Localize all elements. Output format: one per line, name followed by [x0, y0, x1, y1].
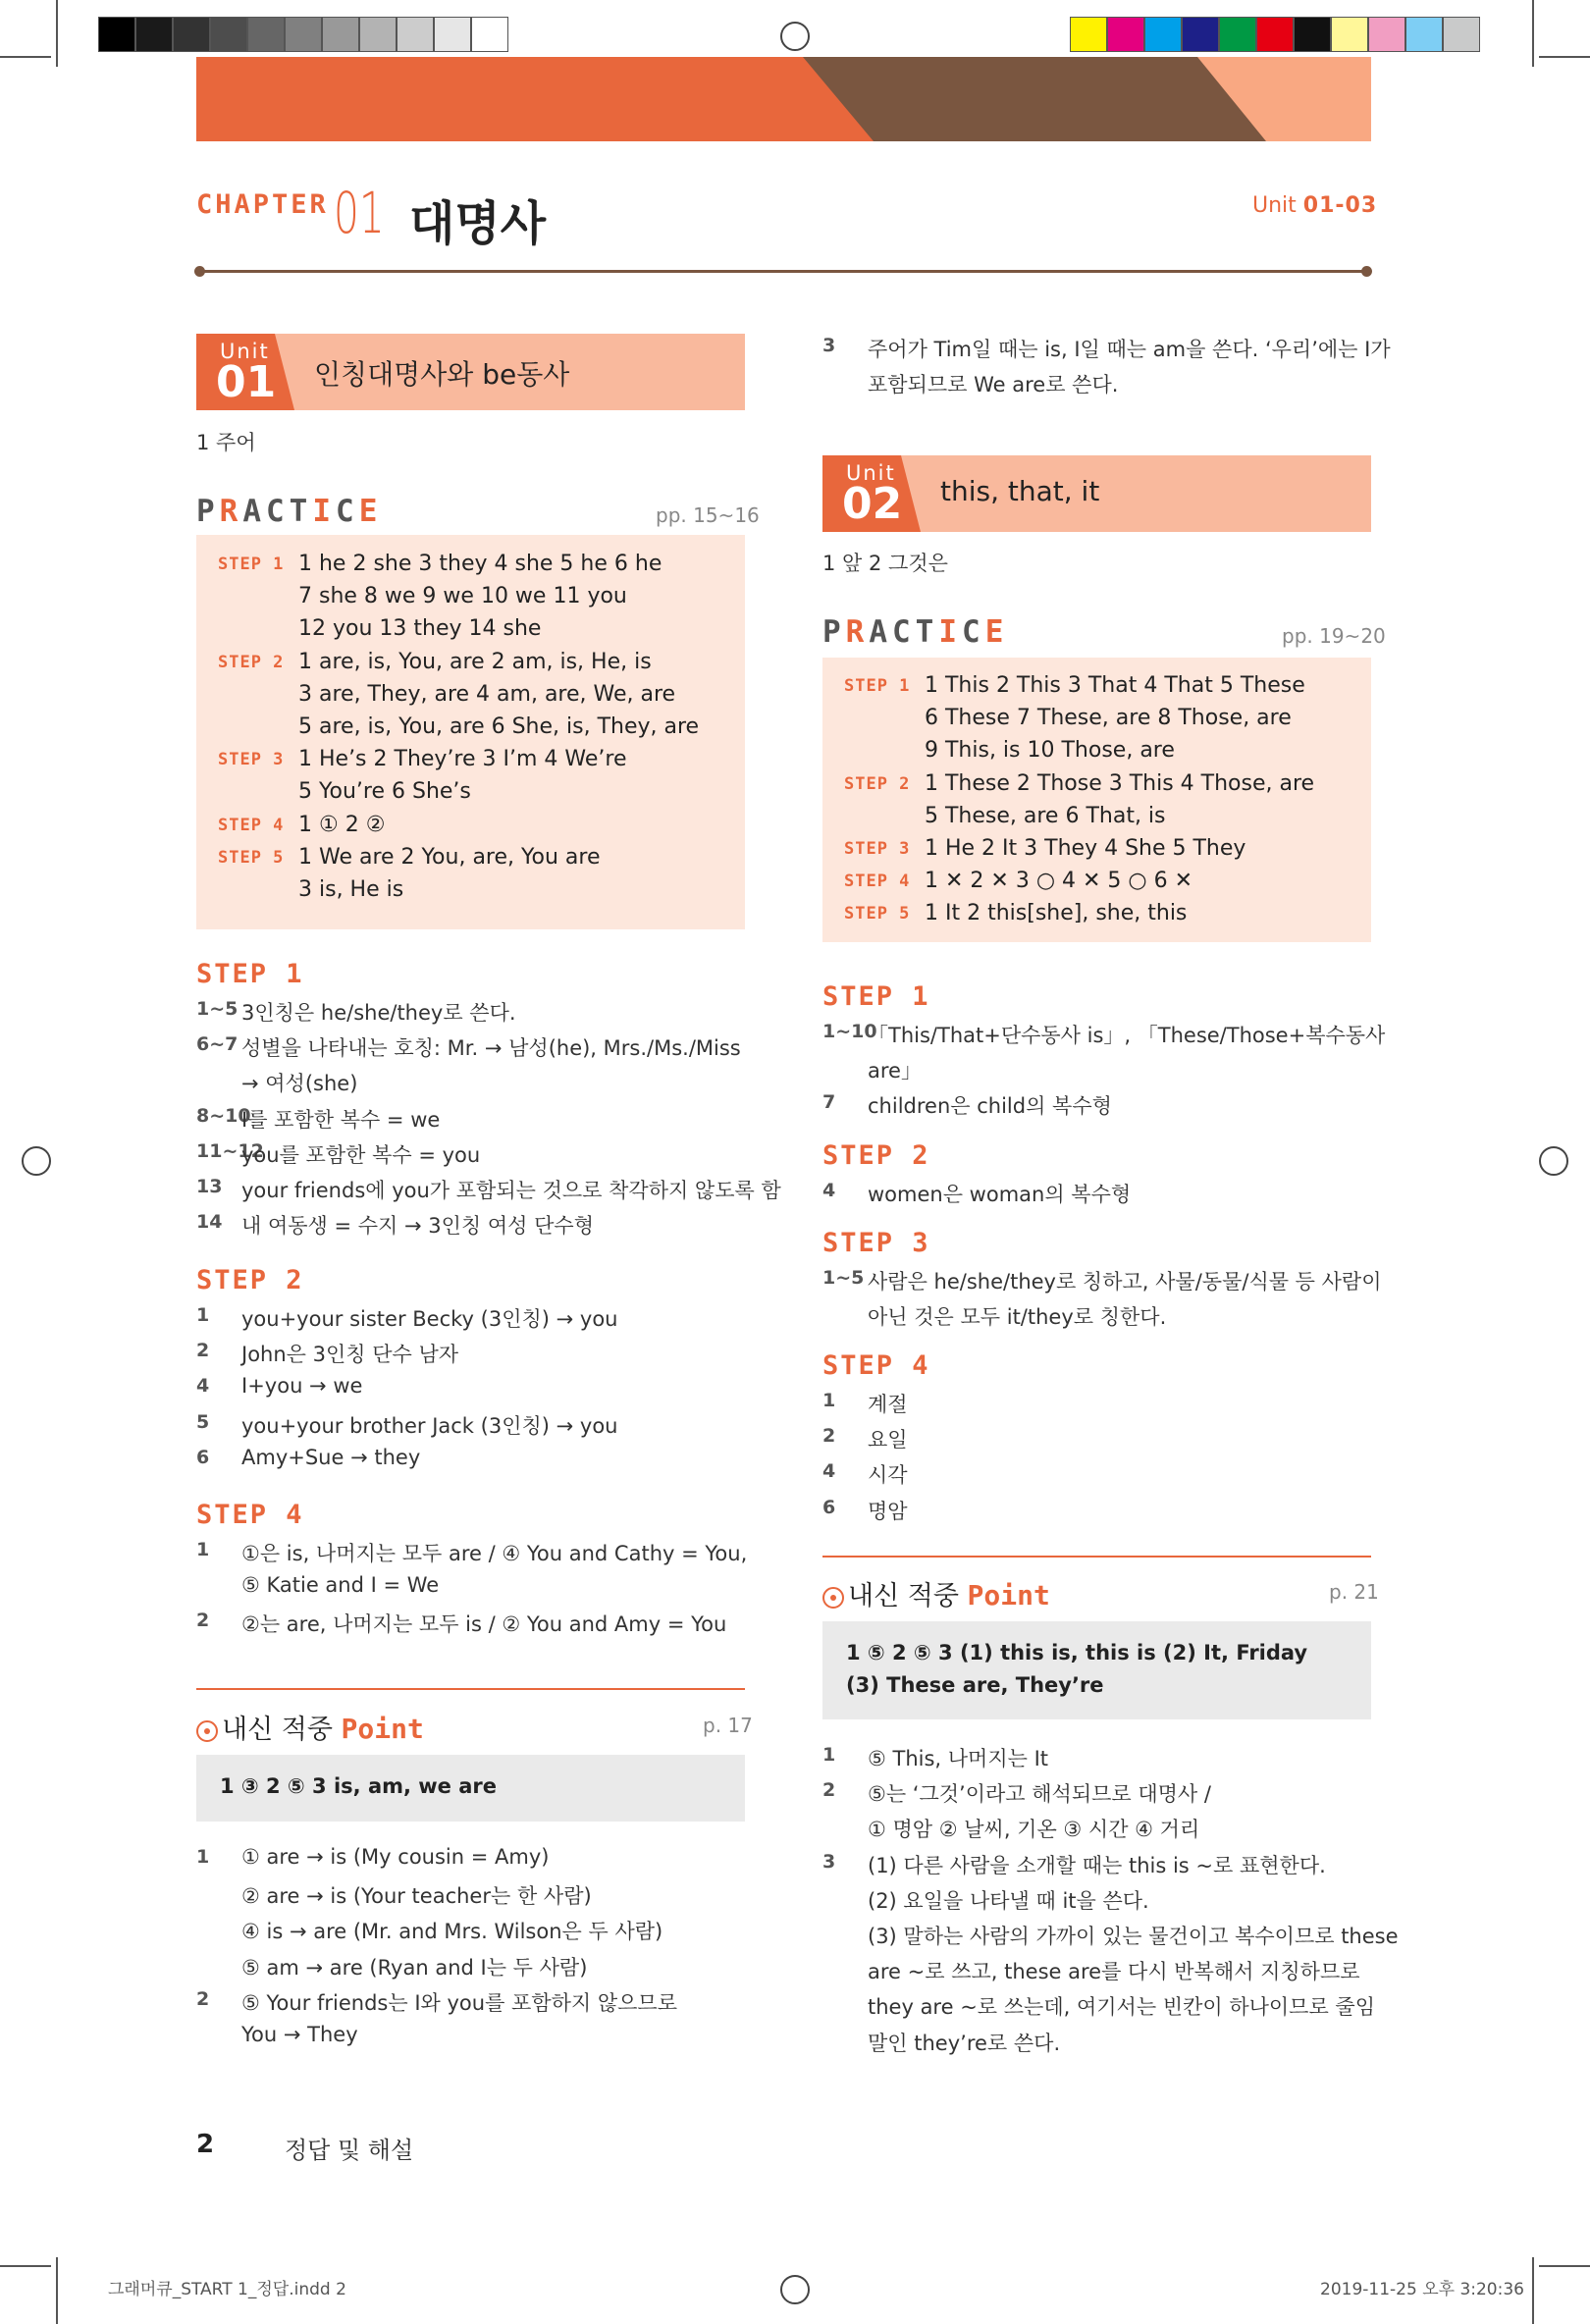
- item-number: 11~12: [196, 1139, 264, 1162]
- point-rule: [822, 1556, 1371, 1558]
- target-icon: [822, 1587, 844, 1609]
- step-label: STEP 3: [844, 839, 911, 859]
- explanation-line: ⑤ am → are (Ryan and I는 두 사람): [241, 1955, 588, 1980]
- step-label: STEP 2: [844, 773, 911, 794]
- explanation-line: women은 woman의 복수형: [868, 1183, 1132, 1206]
- item-number: 3: [822, 1850, 836, 1873]
- crop-mark: [0, 2265, 51, 2267]
- crop-mark: [1539, 56, 1590, 58]
- item-number: 2: [196, 1987, 210, 2010]
- answer-line: 7 she 8 we 9 we 10 we 11 you: [298, 584, 627, 609]
- explanation-line: You → They: [241, 2023, 358, 2046]
- file-slug: 그래머큐_START 1_정답.indd 2: [108, 2280, 346, 2299]
- item-number: 7: [822, 1091, 836, 1114]
- explanation-line: 요일: [868, 1428, 908, 1452]
- point-heading: 내신 적중 Point: [196, 1708, 424, 1746]
- chapter-number: 01: [334, 180, 385, 246]
- step-heading: STEP 2: [822, 1140, 930, 1171]
- step-heading: STEP 1: [196, 959, 304, 989]
- explanation-line: ① are → is (My cousin = Amy): [241, 1845, 550, 1869]
- registration-mark-icon: [1539, 1146, 1568, 1176]
- answer-line: 9 This, is 10 Those, are: [925, 738, 1175, 764]
- explanation-line: ①은 is, 나머지는 모두 are / ④ You and Cathy = You,: [241, 1542, 748, 1565]
- explanation-line: 포함되므로 We are로 쓴다.: [868, 373, 1119, 397]
- item-number: 13: [196, 1176, 223, 1197]
- point-answer-box: [822, 1621, 1371, 1719]
- registration-mark-icon: [780, 2275, 810, 2304]
- item-number: 1: [196, 1846, 210, 1868]
- item-number: 14: [196, 1211, 223, 1234]
- registration-mark-icon: [780, 22, 810, 51]
- page-number: 2: [196, 2130, 215, 2159]
- explanation-line: Amy+Sue → they: [241, 1445, 421, 1469]
- unit-range: Unit 01-03: [1252, 193, 1378, 218]
- item-number: 2: [822, 1425, 836, 1448]
- page-title: 정답 및 해설: [285, 2137, 414, 2164]
- explanation-line: 성별을 나타내는 호칭: Mr. → 남성(he), Mrs./Ms./Miss: [241, 1036, 741, 1061]
- answer-line: 3 are, They, are 4 am, are, We, are: [298, 681, 676, 707]
- explanation-line: are」: [868, 1059, 922, 1083]
- answer-line: 1 ✕ 2 ✕ 3 ○ 4 ✕ 5 ○ 6 ✕: [925, 869, 1193, 894]
- item-number: 8~10: [196, 1104, 251, 1127]
- item-number: 5: [196, 1410, 210, 1433]
- point-heading: 내신 적중 Point: [822, 1574, 1050, 1612]
- step-label: STEP 1: [844, 676, 911, 696]
- practice-title: PRACTICE: [196, 494, 383, 529]
- answer-line: 1 We are 2 You, are, You are: [298, 844, 601, 870]
- answer-line: 1 It 2 this[she], she, this: [925, 901, 1188, 926]
- practice-title: PRACTICE: [822, 614, 1009, 650]
- explanation-line: (1) 다른 사람을 소개할 때는 this is ~로 표현한다.: [868, 1853, 1326, 1877]
- explanation-line: 3인칭은 he/she/they로 쓴다.: [241, 1001, 516, 1025]
- explanation-line: 내 여동생 = 수지 → 3인칭 여성 단수형: [241, 1214, 594, 1239]
- item-number: 1~10: [822, 1021, 877, 1042]
- practice-pages: pp. 19~20: [1282, 624, 1386, 648]
- point-pages: p. 21: [1329, 1580, 1379, 1604]
- date-slug: 2019-11-25 오후 3:20:36: [1320, 2280, 1524, 2299]
- unit-title: 인칭대명사와 be동사: [314, 358, 570, 391]
- explanation-line: I를 포함한 복수 = we: [241, 1107, 441, 1132]
- explanation-line: you+your sister Becky (3인칭) → you: [241, 1307, 618, 1331]
- explanation-line: I+you → we: [241, 1374, 363, 1399]
- point-answers: 1 ⑤ 2 ⑤ 3 (1) this is, this is (2) It, Friday: [846, 1641, 1308, 1664]
- explanation-line: John은 3인칭 단수 남자: [241, 1343, 459, 1367]
- explanation-line: 주어가 Tim일 때는 is, I일 때는 am을 쓴다. ‘우리’에는 I가: [868, 338, 1391, 361]
- step-heading: STEP 4: [196, 1500, 304, 1530]
- crop-mark: [56, 2257, 58, 2324]
- rule-dot: [1361, 266, 1372, 277]
- header-band: [196, 57, 1371, 141]
- answer-line: 1 he 2 she 3 they 4 she 5 he 6 he: [298, 552, 662, 576]
- item-number: 1: [822, 1390, 836, 1411]
- chapter-title: 대명사: [409, 196, 547, 251]
- unit-01-header: Unit 01 인칭대명사와 be동사: [196, 334, 745, 410]
- item-number: 4: [822, 1460, 836, 1483]
- practice-answer-box: [822, 658, 1371, 942]
- item-number: 3: [822, 335, 836, 356]
- crop-mark: [1539, 2265, 1590, 2267]
- item-number: 1~5: [822, 1267, 865, 1289]
- crop-mark: [1532, 0, 1534, 67]
- point-answers: (3) These are, They’re: [846, 1673, 1104, 1697]
- step-heading: STEP 1: [822, 981, 930, 1012]
- item-number: 6: [822, 1496, 836, 1518]
- explanation-line: 명암: [868, 1499, 908, 1523]
- explanation-line: they are ~로 쓰는데, 여기서는 빈칸이 하나이므로 줄임: [868, 1995, 1375, 2020]
- item-number: 1: [822, 1744, 836, 1766]
- explanation-line: 시각: [868, 1463, 908, 1488]
- crop-mark: [1532, 2257, 1534, 2324]
- step-label: STEP 4: [218, 815, 285, 835]
- answer-line: 1 He 2 It 3 They 4 She 5 They: [925, 836, 1246, 861]
- explanation-line: 말인 they’re로 쓴다.: [868, 2031, 1061, 2055]
- step-label: STEP 1: [218, 555, 285, 574]
- step-label: STEP 5: [844, 904, 911, 924]
- item-number: 2: [196, 1340, 210, 1362]
- explanation-line: ②는 are, 나머지는 모두 is / ② You and Amy = You: [241, 1612, 727, 1637]
- item-number: 2: [822, 1779, 836, 1802]
- explanation-line: ① 명암 ② 날씨, 기온 ③ 시간 ④ 거리: [868, 1818, 1200, 1842]
- explanation-line: ⑤는 ‘그것’이라고 해석되므로 대명사 /: [868, 1782, 1211, 1807]
- answer-line: 5 are, is, You, are 6 She, is, They, are: [298, 714, 700, 739]
- step-label: STEP 2: [218, 652, 285, 672]
- explanation-line: → 여성(she): [241, 1072, 358, 1096]
- step-heading: STEP 3: [822, 1228, 930, 1258]
- item-number: 2: [196, 1610, 210, 1632]
- step-heading: STEP 4: [822, 1350, 930, 1381]
- unit-title: this, that, it: [940, 475, 1100, 507]
- registration-mark-icon: [22, 1146, 51, 1176]
- answer-line: 3 is, He is: [298, 877, 404, 902]
- rule-dot: [194, 266, 205, 277]
- answer-line: 1 This 2 This 3 That 4 That 5 These: [925, 673, 1305, 698]
- explanation-line: 아닌 것은 모두 it/they로 칭한다.: [868, 1305, 1167, 1330]
- explanation-line: ⑤ This, 나머지는 It: [868, 1747, 1049, 1770]
- step-label: STEP 3: [218, 750, 285, 770]
- step-label: STEP 4: [844, 872, 911, 892]
- explanation-line: (3) 말하는 사람의 가까이 있는 물건이고 복수이므로 these: [868, 1925, 1399, 1948]
- answer-line: 6 These 7 These, are 8 Those, are: [925, 706, 1292, 731]
- answer-line: 1 He’s 2 They’re 3 I’m 4 We’re: [298, 747, 627, 772]
- item-number: 4: [196, 1375, 210, 1398]
- explanation-line: are ~로 쓰고, these are를 다시 반복해서 지칭하므로: [868, 1960, 1360, 1984]
- step-label: STEP 5: [218, 847, 285, 868]
- answer-line: 1 These 2 Those 3 This 4 Those, are: [925, 770, 1315, 796]
- point-pages: p. 17: [703, 1714, 753, 1737]
- item-number: 1: [196, 1539, 210, 1560]
- explanation-line: (2) 요일을 나타낼 때 it을 쓴다.: [868, 1888, 1149, 1913]
- explanation-line: ⑤ Your friends는 I와 you를 포함하지 않으므로: [241, 1990, 677, 2015]
- explanation-line: you+your brother Jack (3인칭) → you: [241, 1413, 618, 1438]
- unit-02-header: Unit 02 this, that, it: [822, 455, 1371, 532]
- explanation-line: you를 포함한 복수 = you: [241, 1142, 481, 1167]
- explanation-line: ④ is → are (Mr. and Mrs. Wilson은 두 사람): [241, 1920, 663, 1944]
- target-icon: [196, 1720, 218, 1742]
- item-number: 6: [196, 1446, 210, 1468]
- answer-line: 5 These, are 6 That, is: [925, 803, 1166, 828]
- chapter-label: CHAPTER: [196, 189, 329, 220]
- answer-line: 1 are, is, You, are 2 am, is, He, is: [298, 649, 652, 674]
- answer-line: 5 You’re 6 She’s: [298, 779, 471, 805]
- point-rule: [196, 1688, 745, 1690]
- chapter-rule: [199, 270, 1367, 273]
- explanation-line: children은 child의 복수형: [868, 1094, 1112, 1119]
- practice-pages: pp. 15~16: [656, 503, 760, 527]
- unit-intro: 1 앞 2 그것은: [822, 552, 948, 575]
- unit-intro: 1 주어: [196, 431, 256, 454]
- explanation-line: your friends에 you가 포함되는 것으로 착각하지 않도록 함: [241, 1179, 781, 1202]
- explanation-line: ⑤ Katie and I = We: [241, 1573, 440, 1598]
- explanation-line: 「This/That+단수동사 is」, 「These/Those+복수동사: [868, 1024, 1386, 1047]
- item-number: 1~5: [196, 998, 238, 1020]
- step-heading: STEP 2: [196, 1265, 304, 1295]
- answer-line: 12 you 13 they 14 she: [298, 616, 542, 642]
- item-number: 6~7: [196, 1033, 238, 1056]
- explanation-line: 사람은 he/she/they로 칭하고, 사물/동물/식물 등 사람이: [868, 1270, 1382, 1294]
- crop-mark: [0, 56, 51, 58]
- crop-mark: [56, 0, 58, 67]
- explanation-line: 계절: [868, 1393, 908, 1416]
- item-number: 1: [196, 1304, 210, 1326]
- answer-line: 1 ① 2 ②: [298, 812, 386, 837]
- explanation-line: ② are → is (Your teacher는 한 사람): [241, 1884, 592, 1909]
- point-answers: 1 ③ 2 ⑤ 3 is, am, we are: [220, 1774, 498, 1798]
- item-number: 4: [822, 1180, 836, 1201]
